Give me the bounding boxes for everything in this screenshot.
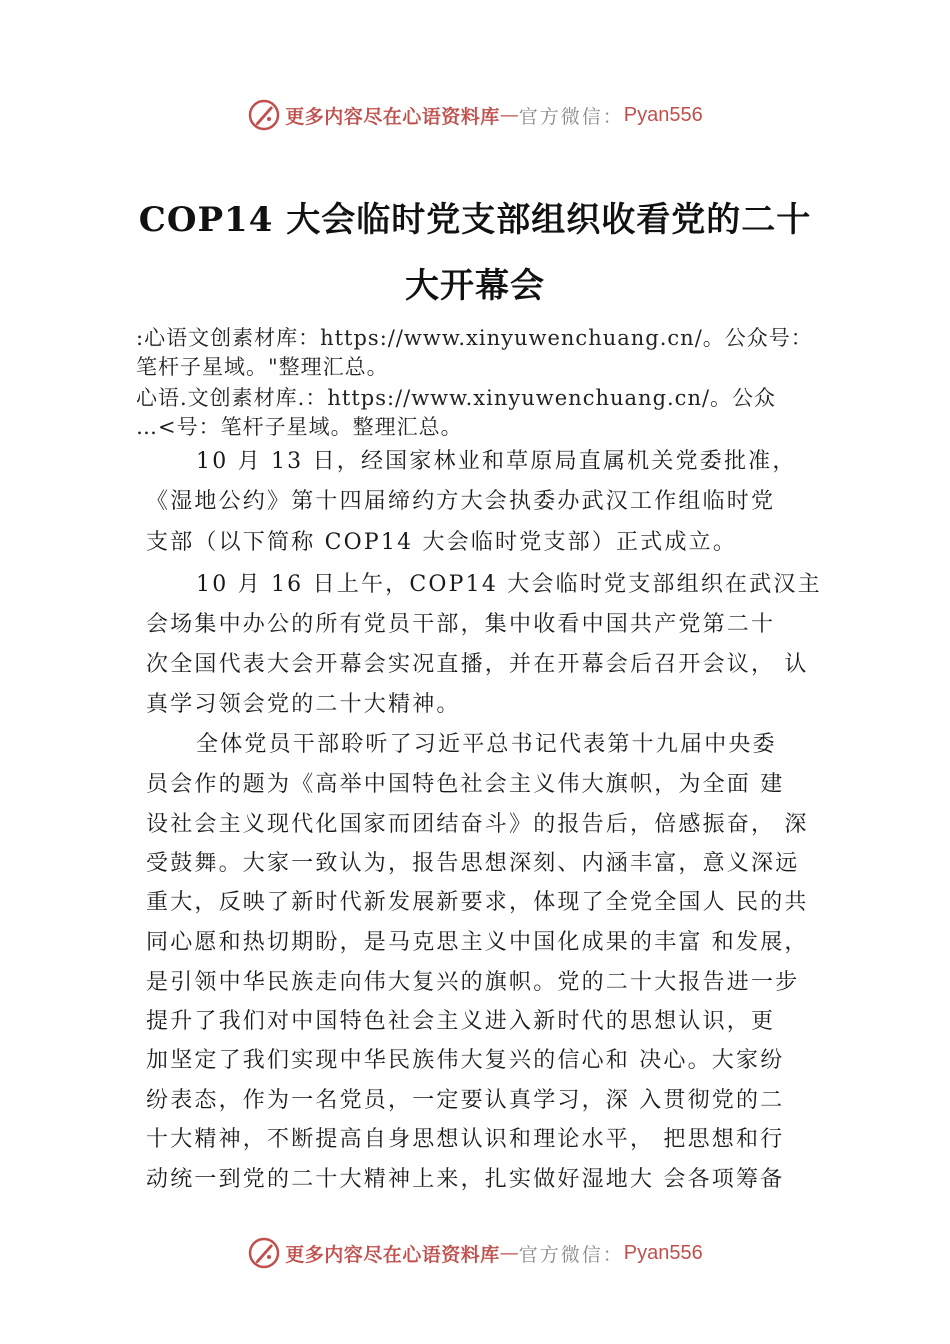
- banner-main-text: 更多内容尽在心语资料库: [285, 1243, 500, 1266]
- paragraph-3-line-11: 十大精神，不断提高自身思想认识和理论水平， 把思想和行: [146, 1127, 785, 1152]
- bottom-banner: [0, 1233, 950, 1273]
- paragraph-3-line-1: 全体党员干部聆听了习近平总书记代表第十九届中央委: [196, 732, 777, 757]
- paragraph-3-line-4: 受鼓舞。大家一致认为，报告思想深刻、内涵丰富，意义深远: [146, 851, 800, 876]
- banner-main-text: 更多内容尽在心语资料库: [285, 105, 500, 128]
- paragraph-1-line-2: 《湿地公约》第十四届缔约方大会执委办武汉工作组临时党: [146, 489, 776, 514]
- banner-label: 官方微信：: [518, 1243, 624, 1266]
- banner-wechat-id: Pyan556: [623, 1241, 703, 1264]
- paragraph-3-line-7: 是引领中华民族走向伟大复兴的旗帜。党的二十大报告进一步: [146, 970, 800, 995]
- banner-separator: —: [499, 1242, 519, 1264]
- paragraph-2-line-2: 会场集中办公的所有党员干部，集中收看中国共产党第二十: [146, 612, 776, 637]
- paragraph-3-line-5: 重大，反映了新时代新发展新要求，体现了全党全国人 民的共: [146, 890, 809, 915]
- banner-wechat-id: Pyan556: [623, 103, 703, 126]
- document-title-line-2: 大开幕会: [405, 266, 545, 306]
- paragraph-3-line-6: 同心愿和热切期盼，是马克思主义中国化成果的丰富 和发展，: [146, 930, 809, 955]
- paragraph-3-line-8: 提升了我们对中国特色社会主义进入新时代的思想认识，更: [146, 1009, 776, 1034]
- paragraph-2-line-3: 次全国代表大会开幕会实况直播，并在开幕会后召开会议， 认: [146, 652, 809, 677]
- paragraph-1-line-3: 支部（以下简称 COP14 大会临时党支部）正式成立。: [146, 530, 738, 555]
- banner-separator: —: [499, 104, 519, 126]
- quill-logo-icon: [247, 98, 281, 132]
- paragraph-3-line-3: 设社会主义现代化国家而团结奋斗》的报告后，倍感振奋， 深: [146, 812, 809, 837]
- top-banner: [0, 95, 950, 135]
- paragraph-1-line-1: 10 月 13 日，经国家林业和草原局直属机关党委批准，: [196, 449, 797, 474]
- quill-logo-icon: [247, 1236, 281, 1270]
- document-title-line-1: COP14 大会临时党支部组织收看党的二十: [138, 200, 812, 240]
- source-line-2: 笔杆子星域。"整理汇总。: [136, 355, 389, 379]
- paragraph-3-line-2: 员会作的题为《高举中国特色社会主义伟大旗帜，为全面 建: [146, 772, 785, 797]
- paragraph-3-line-9: 加坚定了我们实现中华民族伟大复兴的信心和 决心。大家纷: [146, 1048, 785, 1073]
- source-line-4: …<号：笔杆子星域。整理汇总。: [136, 415, 463, 439]
- banner-label: 官方微信：: [518, 105, 624, 128]
- paragraph-3-line-12: 动统一到党的二十大精神上来，扎实做好湿地大 会各项筹备: [146, 1167, 785, 1192]
- paragraph-3-line-10: 纷表态，作为一名党员，一定要认真学习，深 入贯彻党的二: [146, 1088, 785, 1113]
- paragraph-2-line-4: 真学习领会党的二十大精神。: [146, 692, 461, 717]
- source-line-1: :心语文创素材库：https://www.xinyuwenchuang.cn/。公众号：: [136, 326, 813, 350]
- source-line-3: 心语.文创素材库.：https://www.xinyuwenchuang.cn/。公众: [136, 386, 777, 410]
- paragraph-2-line-1: 10 月 16 日上午，COP14 大会临时党支部组织在武汉主: [196, 572, 822, 597]
